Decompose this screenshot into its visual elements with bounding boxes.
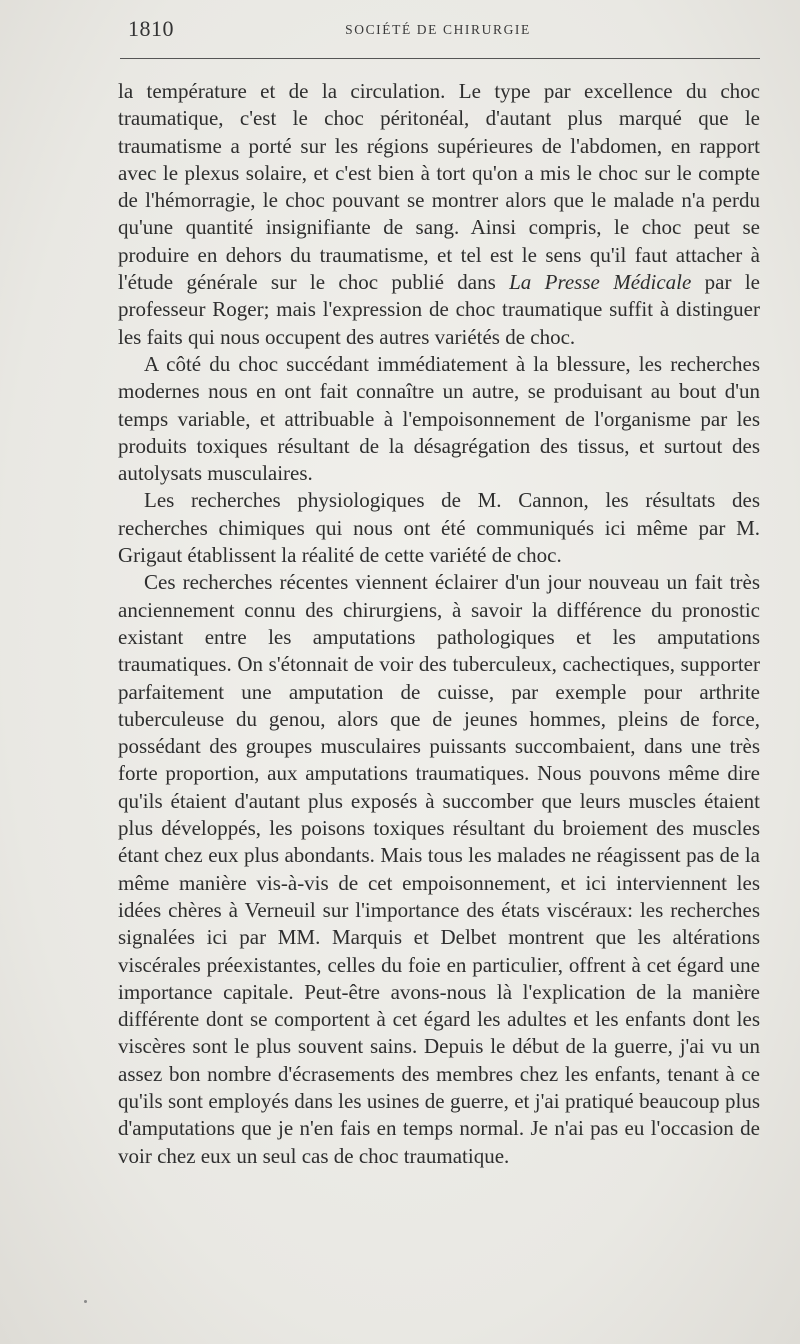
page-number: 1810	[128, 16, 174, 41]
paragraph-1-part-b: par le professeur Roger; mais l'expression de choc traumatique suffit à distinguer les faits qui nous occupent des autres variétés de choc.	[118, 270, 760, 349]
ink-speck	[84, 1300, 87, 1303]
paragraph-1-part-a: la température et de la circulation. Le type par excellence du choc traumatique, c'est le choc péritonéal, d'autant plus marqué que le traumatisme a porté sur les régions supérieures de l'abdomen, en rapport avec le plexus solaire, et c'est bien à tort qu'on a mis le choc sur le compte de l'hémorragie, le choc pouvant se montrer alors que le malade n'a perdu qu'une quantité insignifiante de sang. Ainsi compris, le choc peut se produire en dehors du traumatisme, et tel est le sens qu'il faut attacher à l'étude générale sur le choc publié dans	[118, 79, 760, 295]
paragraph-4: Ces recherches récentes viennent éclairer d'un jour nouveau un fait très anciennement connu des chirurgiens, à savoir la différence du pronostic existant entre les amputations pathologiques et les amputations traumatiques. On s'étonnait de voir des tuberculeux, cachectiques, supporter parfaitement une amputation de cuisse, par exemple pour arthrite tuberculeuse du genou, alors que de jeunes hommes, pleins de force, possédant des groupes musculaires puissants succombaient, dans une très forte proportion, aux amputations traumatiques. Nous pouvons même dire qu'ils étaient d'autant plus exposés à succomber que leurs muscles étaient plus développés, les poisons toxiques résultant du broiement des muscles étant chez eux plus abondants. Mais tous les malades ne réagissent pas de la même manière vis-à-vis de cet empoisonnement, et ici interviennent les idées chères à Verneuil sur l'importance des états viscéraux: les recherches signalées ici par MM. Marquis et Delbet montrent que les altérations viscérales préexistantes, celles du foie en particulier, offrent à cet égard une importance capitale. Peut-être avons-nous là l'explication de la manière différente dont se comportent à cet égard les adultes et les enfants dont les viscères sont le plus souvent sains. Depuis le début de la guerre, j'ai vu un assez bon nombre d'écrasements des membres chez les enfants, tenant à ce qu'ils sont employés dans les usines de guerre, et j'ai pratiqué beaucoup plus d'amputations que je n'en fais en temps normal. Je n'ai pas eu l'occasion de voir chez eux un seul cas de choc traumatique.	[118, 570, 760, 1168]
journal-title: SOCIÉTÉ DE CHIRURGIE	[345, 22, 531, 37]
paragraph-2: A côté du choc succédant immédiatement à la blessure, les recherches modernes nous en ont fait connaître un autre, se produisant au bout d'un temps variable, et attribuable à l'empoisonnement de l'organisme par les produits toxiques résultant de la désagrégation des tissus, et surtout des autolysats musculaires.	[118, 351, 760, 486]
header-rule	[120, 58, 760, 59]
running-head	[118, 14, 758, 44]
body-text	[118, 78, 760, 1170]
journal-citation: La Presse Médicale	[509, 270, 692, 295]
paragraph-3: Les recherches physiologiques de M. Cannon, les résultats des recherches chimiques qui nous ont été communiqués ici même par M. Grigaut établissent la réalité de cette variété de choc.	[118, 488, 760, 568]
paragraph-1	[118, 78, 760, 351]
